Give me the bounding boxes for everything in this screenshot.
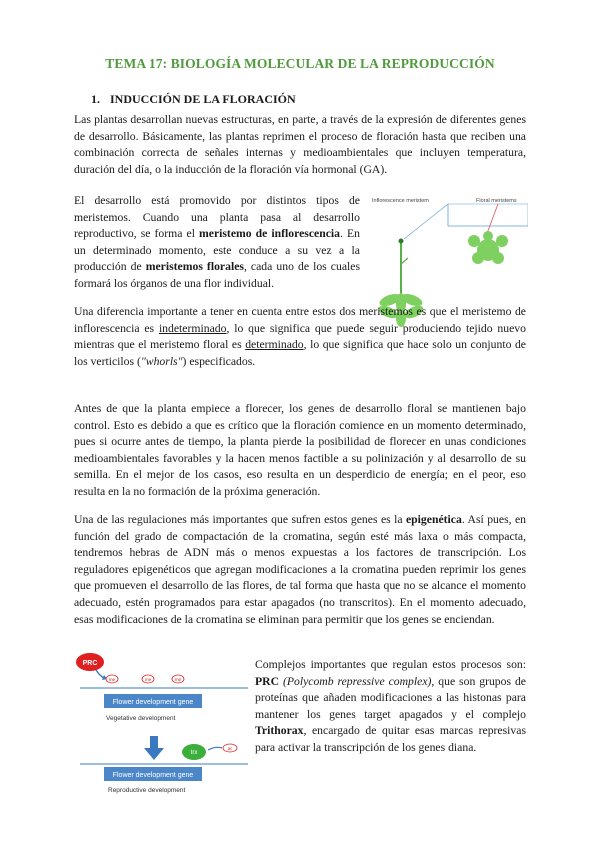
page-title: TEMA 17: BIOLOGÍA MOLECULAR DE LA REPRODUCCIÓN: [105, 56, 495, 71]
term-inflorescence-meristem: meristemo de inflorescencia: [199, 227, 341, 241]
term-prc: PRC: [255, 674, 280, 688]
term-epigenetics: epigenética: [405, 513, 462, 526]
paragraph-meristems: El desarrollo está promovido por distintos tipos de meristemos. Cuando una planta pasa al desarrollo reproductivo, se forma el meristemo de inflorescencia. En un determinado momento, este conduce a su vez a la producción de meristemos florales, cada uno de los cuales formará los órganos de una flor individual.: [74, 194, 361, 290]
trx-label: trx: [190, 750, 198, 756]
methyl-marks-row-1: [106, 675, 184, 683]
term-polycomb: (Polycomb repressive complex): [282, 674, 432, 688]
term-floral-meristems: meristemos florales: [145, 260, 244, 274]
prc-trithorax-figure: [74, 650, 248, 800]
inflorescence-meristem-label: Inflorescence meristem: [372, 198, 429, 204]
meristem-zoom-blob: [468, 231, 508, 264]
paragraph-epigenetics: Una de las regulaciones más importantes que sufren estos genes es la epigenética. Así pues, en función del grado de compactación de la cromatina, según esté más laxa o más compacta, tendremos hebras de ADN más o menos expuestas a los factores de transcripción. Los reguladores epigenéticos que agregan modificaciones a la cromatina pueden reprimir los genes que promueven el desarrollo de las flores, de tal forma que hasta que no se alcance el momento adecuado, estén programados para estar apagados (no transcritos). En el momento adecuado, esas modificaciones de la cromatina se eliminan para permitir que los genes se enciendan.: [74, 513, 526, 626]
term-whorls: "whorls": [140, 354, 183, 368]
svg-text:me: me: [108, 677, 116, 682]
floral-meristems-label: Floral meristems: [476, 198, 517, 204]
paragraph-flowering-control: Antes de que la planta empiece a florecer, los genes de desarrollo floral se mantienen bajo control. Esto es debido a que es crítico que la floración comience en un momento determinado, pues si ocurre antes de tiempo, la planta pierde la posibilidad de florecer en unas condiciones medioambientales favorables y la hacen menos factible a su polinización y al desarrollo de su semilla. En el mejor de los casos, eso resulta en un desperdicio de energía; en el peor, eso resulta en la no formación de la próxima generación.: [74, 402, 526, 498]
svg-text:me: me: [144, 677, 152, 682]
svg-text:me: me: [174, 677, 182, 682]
gene-box-1-label: Flower development gene: [112, 699, 194, 706]
paragraph-intro: Las plantas desarrollan nuevas estructuras, en parte, a través de la expresión de diferentes genes de desarrollo. Básicamente, las plantas reprimen el proceso de floración hasta que reciben una combinación correcta de señales internas y medioambientales que incluyen temperatura, duración del día, o la inducción de la floración vía hormonal (GA).: [74, 113, 526, 176]
term-determinate: determinado: [245, 338, 304, 352]
term-indeterminate: indeterminado: [158, 321, 227, 335]
transition-arrow: [144, 736, 164, 760]
section-number: 1.: [91, 92, 100, 106]
section-title: INDUCCIÓN DE LA FLORACIÓN: [110, 92, 296, 106]
reproductive-caption: Reproductive development: [108, 787, 186, 794]
section-heading: [91, 92, 296, 107]
prc-label: PRC: [82, 660, 98, 667]
paragraph-indeterminate: Una diferencia importante a tener en cuenta entre estos dos meristemos es que el meristemo de inflorescencia es indeterminado, lo que significa que puede seguir produciendo tejido nuevo mientras que el meristemo floral es determinado, lo que significa que hace solo un conjunto de los verticilos ("whorls") especificados.: [74, 305, 526, 368]
vegetative-caption: Vegetative development: [106, 715, 176, 722]
svg-text:ac: ac: [227, 746, 233, 751]
paragraph-complexes: Complejos importantes que regulan estos procesos son: PRC (Polycomb repressive complex), que son grupos de proteínas que añaden modificaciones a las histonas para mantener los genes target apagados y el complejo Trithorax, encargado de quitar esas marcas represivas para activar la transcripción de los genes diana.: [255, 658, 526, 754]
term-trithorax: Trithorax: [255, 724, 304, 738]
gene-box-2-label: Flower development gene: [112, 772, 194, 779]
